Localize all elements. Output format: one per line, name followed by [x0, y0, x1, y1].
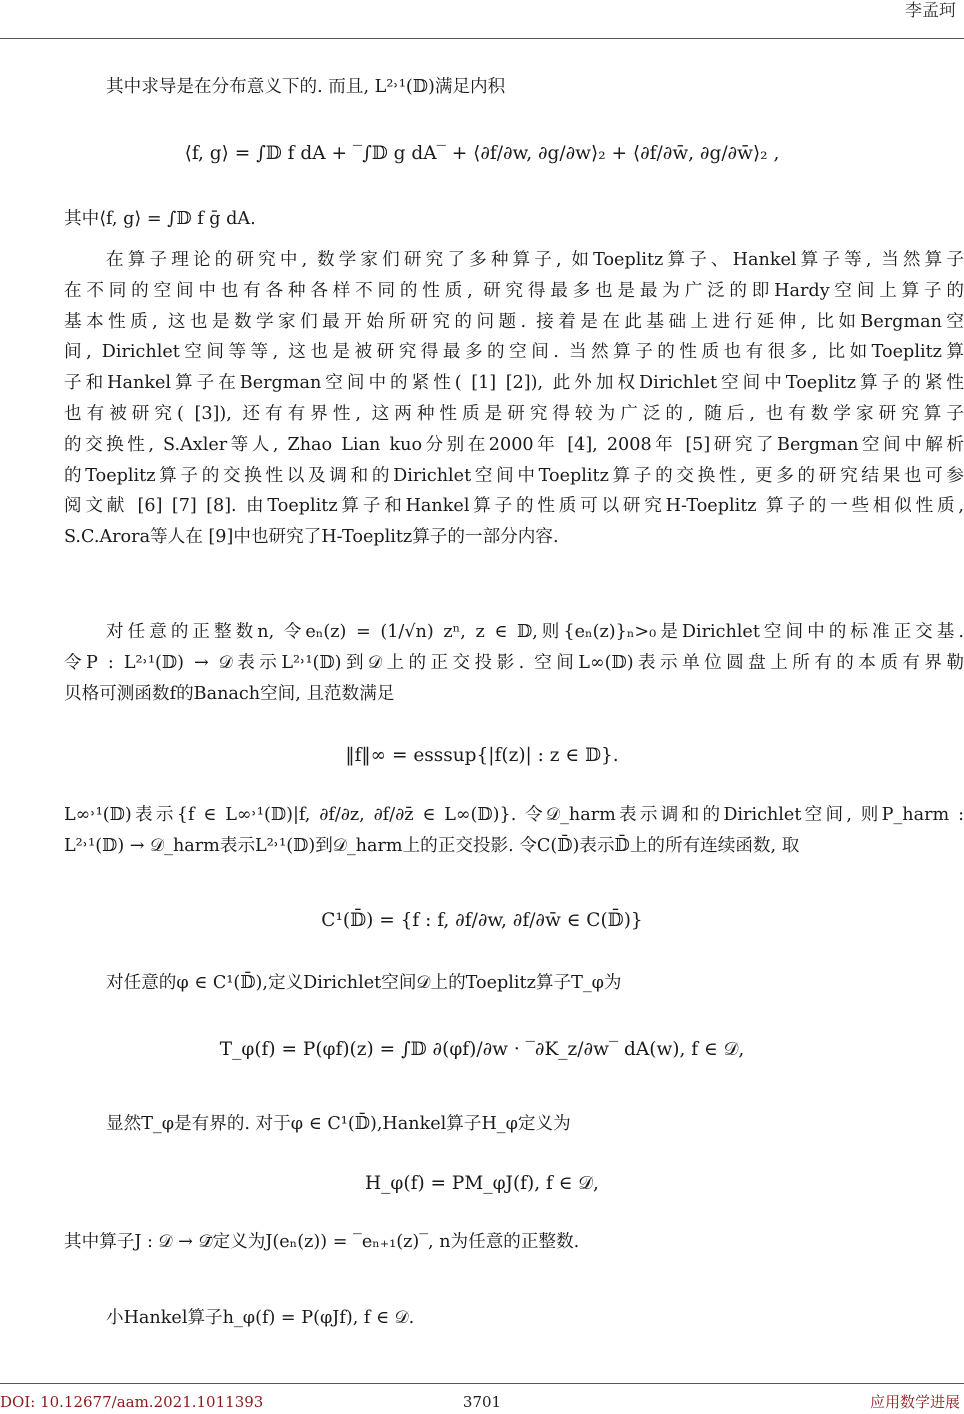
- equation-hankel: H_φ(f) = PM_φJ(f), f ∈ 𝒟,: [365, 1173, 599, 1194]
- toeplitz-definition-intro: 对任意的φ ∈ C¹(𝔻̄),定义Dirichlet空间𝒟上的Toeplitz算子T_φ为: [106, 973, 622, 993]
- text-line: 的交换性, S.Axler等人, Zhao Lian kuo分别在2000年 [4], 2008年 [5]研究了Bergman空间中解析: [64, 434, 964, 455]
- equation-c1-space: C¹(𝔻̄) = {f : f, ∂f/∂w, ∂f/∂w̄ ∈ C(𝔻̄)}: [321, 910, 643, 931]
- small-hankel-definition: 小Hankel算子h_φ(f) = P(φJf), f ∈ 𝒟.: [106, 1308, 415, 1328]
- text-line: 阅文献 [6] [7] [8]. 由Toeplitz算子和Hankel算子的性质可以研究H-Toeplitz 算子的一些相似性质,: [64, 496, 964, 517]
- text-line: L∞˒¹(𝔻)表示{f ∈ L∞˒¹(𝔻)|f, ∂f/∂z, ∂f/∂z̄ ∈ L∞(𝔻)}. 令𝒟_harm表示调和的Dirichlet空间, 则P_harm :: [64, 805, 964, 825]
- paragraph-basis: [64, 617, 964, 709]
- inner-product-intro: 其中求导是在分布意义下的. 而且, L²˒¹(𝔻)满足内积: [106, 77, 506, 97]
- text-line: 的Toeplitz算子的交换性以及调和的Dirichlet空间中Toeplitz算子的交换性, 更多的研究结果也可参: [64, 465, 964, 486]
- equation-inner-product: ⟨f, g⟩ = ∫𝔻 f dA + ‾∫𝔻 g dA‾ + ⟨∂f/∂w, ∂g/∂w⟩₂ + ⟨∂f/∂w̄, ∂g/∂w̄⟩₂ ,: [184, 143, 780, 164]
- text-line: 在不同的空间中也有各种各样不同的性质, 研究得最多也是最为广泛的即Hardy空间上算子的: [64, 280, 964, 301]
- text-line: 也有被研究( [3]), 还有有界性, 这两种性质是研究得较为广泛的, 随后, 也有数学家研究算子: [64, 403, 964, 424]
- pairing-definition: 其中⟨f, g⟩ = ∫𝔻 f ḡ dA.: [64, 209, 256, 229]
- hankel-definition-intro: 显然T_φ是有界的. 对于φ ∈ C¹(𝔻̄),Hankel算子H_φ定义为: [106, 1114, 571, 1134]
- text-line: S.C.Arora等人在 [9]中也研究了H-Toeplitz算子的一部分内容.: [64, 527, 559, 548]
- paragraph-operator-theory: [64, 245, 964, 553]
- text-line: 子和Hankel算子在Bergman空间中的紧性( [1] [2]), 此外加权Dirichlet空间中Toeplitz算子的紧性: [64, 373, 964, 394]
- text-line: 贝格可测函数f的Banach空间, 且范数满足: [64, 683, 395, 704]
- text-line: 令P : L²˒¹(𝔻) → 𝒟表示L²˒¹(𝔻)到𝒟上的正交投影. 空间L∞(𝔻)表示单位圆盘上所有的本质有界勒: [64, 652, 964, 673]
- text-line: 对任意的正整数n, 令eₙ(z) = (1/√n) zⁿ, z ∈ 𝔻,则{eₙ(z)}ₙ>₀是Dirichlet空间中的标准正交基.: [106, 622, 964, 642]
- footer-doi-link[interactable]: DOI: 10.12677/aam.2021.1011393: [0, 1393, 264, 1411]
- operator-j-definition: 其中算子J : 𝒟 → 𝒟̄定义为J(eₙ(z)) = ‾eₙ₊₁(z)‾, n为任意的正整数.: [64, 1232, 580, 1252]
- running-header-author: 李孟珂: [905, 1, 956, 21]
- text-line: 基本性质, 这也是数学家们最开始所研究的问题. 接着是在此基础上进行延伸, 比如Bergman空: [64, 311, 964, 332]
- text-line: 在算子理论的研究中, 数学家们研究了多种算子, 如Toeplitz算子、Hankel算子等, 当然算子: [106, 250, 964, 270]
- text-line: 间, Dirichlet空间等等, 这也是被研究得最多的空间. 当然算子的性质也有很多, 比如Toeplitz算: [64, 342, 964, 363]
- text-line: L²˒¹(𝔻) → 𝒟_harm表示L²˒¹(𝔻)到𝒟_harm上的正交投影. 令C(𝔻̄)表示𝔻̄上的所有连续函数, 取: [64, 835, 800, 856]
- equation-sup-norm: ‖f‖∞ = esssup{|f(z)| : z ∈ 𝔻}.: [345, 745, 619, 766]
- header-rule: [0, 38, 964, 39]
- footer-rule: [0, 1383, 964, 1384]
- equation-toeplitz: T_φ(f) = P(φf)(z) = ∫𝔻 ∂(φf)/∂w · ‾∂K_z/∂w‾ dA(w), f ∈ 𝒟,: [219, 1039, 745, 1060]
- footer-journal-link[interactable]: 应用数学进展: [869, 1393, 960, 1411]
- paragraph-harmonic-projection: [64, 800, 964, 862]
- footer-page-number: 3701: [462, 1393, 502, 1411]
